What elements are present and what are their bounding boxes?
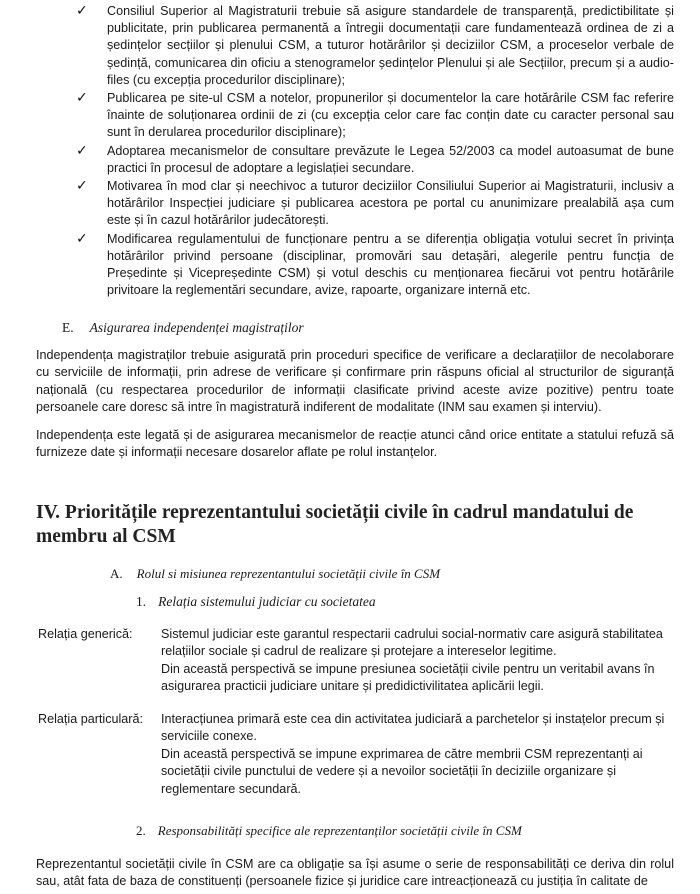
list-item [76, 178, 674, 230]
checkmark-icon: ✓ [76, 3, 88, 19]
section-number: E. [62, 320, 74, 335]
relatia-generica-text [161, 626, 673, 696]
subsection-number: A. [110, 566, 123, 581]
list-item [76, 230, 674, 300]
subsection-title: Responsabilități specifice ale reprezentanților societății civile în CSM [157, 823, 522, 838]
relatia-particulara-text-1: Interacțiunea primară este cea din activitatea judiciară a parchetelor și instațelor precum și serviciile conexe. [161, 712, 665, 744]
list-item [76, 3, 674, 89]
independence-paragraph-2: Independența este legată și de asigurarea mecanismelor de reacție atunci când orice entitate a statului refuză să furnizeze date și informații necesare dosarelor aflate pe rolul instanțelor. [36, 428, 674, 460]
relatia-particulara-text-2: Din această perspectivă se impune exprimarea de către membrii CSM reprezentanți ai societății civile punctului de vedere și a nevoilor societății în deciziile organizare și reglementare secundară. [161, 746, 643, 796]
subsection-a-heading [110, 566, 440, 582]
subsection-1-heading [136, 594, 376, 610]
checkmark-icon: ✓ [76, 178, 88, 195]
subsection-2-heading [136, 823, 522, 839]
responsibilities-paragraph: Reprezentantul societății civile în CSM are ca obligație sa își asume o serie de responsabilități ce deriva din rolul sau, atât fata de baza de constituenți (persoanele fizice și juridice care intreacționează cu justiția în calitate de [36, 857, 674, 889]
subsection-title: Rolul si misiunea reprezentantului societății civile în CSM [136, 566, 441, 581]
bullet-text: Modificarea regulamentului de funcționare pentru a se diferenția obligația votului secret în privința hotărârilor privind persoane (disciplinar, promovări sau detașări, alegerile pentru funcția de Președinte și Vicepreședinte CSM) și votul deschis cu menționarea fiecărui vot pentru hotărârile privitoare la reglementări secundare, avize, rapoarte, organizare internă etc. [107, 231, 674, 298]
bullet-text: Adoptarea mecanismelor de consultare prevăzute le Legea 52/2003 ca model autoasumat de bune practici în procesul de adoptare a legislației secundare. [107, 143, 674, 175]
checkmark-icon: ✓ [76, 230, 88, 247]
bullet-text: Motivarea în mod clar și neechivoc a tuturor deciziilor Consiliului Superior ai Magistraturii, inclusiv a hotărârilor Inspecției judiciare și publicarea acestora pe portal cu anunimizare prealabilă așa cum este și în cazul hotărârilor judecătorești. [107, 179, 674, 228]
relatia-generica-label: Relația generică: [38, 627, 133, 641]
subsection-number: 1. [136, 594, 147, 609]
relatia-generica-text-2: Din această perspectivă se impune presiunea societății civile pentru un veritabil avans în asigurarea practicii judiciare unitare și predidictivilitatea aplicării legii. [161, 661, 655, 694]
section-e-heading [62, 320, 304, 336]
relatia-particulara-text [161, 711, 673, 798]
list-item [76, 142, 674, 177]
relatia-particulara-label: Relația particulară: [38, 712, 143, 726]
relatia-generica-text-1: Sistemul judiciar este garantul respectarii cadrului social-normativ care asigură stabilitatea relațiilor sociale și cadrul de realizare și protejare a intereselor legitime. [161, 627, 663, 659]
bullet-text: Publicarea pe site-ul CSM a notelor, propunerilor și documentelor la care hotărârile CSM fac referire înainte de soluționarea ordinii de zi (cu excepția celor care fac conțin date cu caracter personal sau sunt în derularea procedurilor disciplinare); [107, 91, 674, 140]
chapter-iv-title: IV. Prioritățile reprezentantului societății civile în cadrul mandatului de membru al CSM [36, 502, 634, 547]
independence-paragraph-1: Independența magistraților trebuie asigurată prin proceduri specifice de verificare a declarațiilor de necolaborare cu serviciile de informații, prin adrese de verificare și confirmare prin răspuns oficial al structurilor de siguranță națională (cu respectarea procedurilor de informații clasificate privind aceste avize pozitive) pentru toate persoanele care doresc să intre în magistratură indiferent de modalitate (INM sau examen și interviu). [36, 348, 674, 415]
list-item [76, 90, 674, 142]
bullet-text: Consiliul Superior al Magistraturii trebuie să asigure standardele de transparență, predictibilitate și publicitate, prin publicarea permanentă a întregii documentații care fundamentează ordinea de zi a ședințelor secțiilor și plenului CSM, a tuturor hotărârilor și deciziilor CSM, a proceselor verbale de ședință, comunicarea din oficiu a stenogramelor ședințelor Plenului și ale Secțiilor, precum și a audio-files (cu excepția procedurilor disciplinare); [107, 4, 674, 87]
checkmark-icon: ✓ [76, 142, 88, 159]
subsection-number: 2. [136, 823, 146, 838]
subsection-title: Relația sistemului judiciar cu societatea [158, 594, 376, 609]
section-title: Asigurarea independenței magistraților [89, 320, 304, 335]
transparency-bullet-list [76, 3, 674, 300]
checkmark-icon: ✓ [76, 90, 88, 107]
